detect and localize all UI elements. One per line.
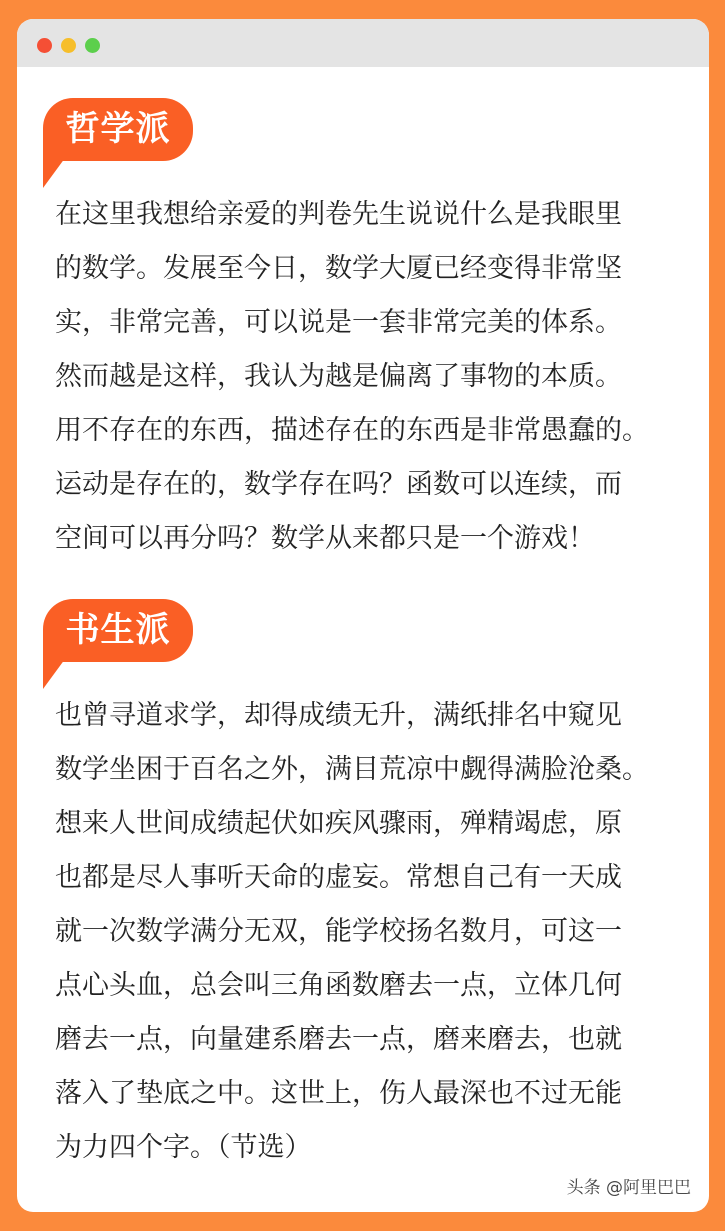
paragraph-line: 想来人世间成绩起伏如疾风骤雨，殚精竭虑，原 — [55, 808, 622, 839]
paragraph-line: 数学坐困于百名之外，满目荒凉中觑得满脸沧桑。 — [55, 754, 649, 785]
section-tag-label: 书生派 — [65, 610, 171, 650]
section-tag-label: 哲学派 — [65, 109, 171, 149]
paragraph-line: 磨去一点，向量建系磨去一点，磨来磨去，也就 — [55, 1024, 622, 1055]
tag-badge-tail — [43, 158, 65, 188]
paragraph-line: 的数学。发展至今日，数学大厦已经变得非常坚 — [55, 253, 622, 284]
watermark-text: 头条 @阿里巴巴 — [566, 1178, 691, 1198]
paragraph-line: 也曾寻道求学，却得成绩无升，满纸排名中窥见 — [55, 700, 622, 731]
paragraph-line: 然而越是这样，我认为越是偏离了事物的本质。 — [55, 361, 622, 392]
section-paragraph-philosophy — [55, 188, 695, 566]
title-bar — [17, 19, 709, 67]
section-paragraph-scholar — [55, 689, 695, 1175]
paragraph-line: 用不存在的东西，描述存在的东西是非常愚蠢的。 — [55, 415, 649, 446]
minimize-dot-icon[interactable] — [61, 38, 76, 53]
paragraph-line: 就一次数学满分无双，能学校扬名数月，可这一 — [55, 916, 622, 947]
paragraph-line: 运动是存在的，数学存在吗？函数可以连续，而 — [55, 469, 622, 500]
paragraph-line: 也都是尽人事听天命的虚妄。常想自己有一天成 — [55, 862, 622, 893]
tag-badge-tail — [43, 659, 65, 689]
close-dot-icon[interactable] — [37, 38, 52, 53]
maximize-dot-icon[interactable] — [85, 38, 100, 53]
window-card — [17, 19, 709, 1212]
paragraph-line: 为力四个字。（节选） — [55, 1132, 312, 1163]
paragraph-line: 实，非常完善，可以说是一套非常完美的体系。 — [55, 307, 622, 338]
paragraph-line: 点心头血，总会叫三角函数磨去一点，立体几何 — [55, 970, 622, 1001]
paragraph-line: 落入了垫底之中。这世上，伤人最深也不过无能 — [55, 1078, 622, 1109]
paragraph-line: 空间可以再分吗？数学从来都只是一个游戏！ — [55, 523, 595, 554]
paragraph-line: 在这里我想给亲爱的判卷先生说说什么是我眼里 — [55, 199, 622, 230]
